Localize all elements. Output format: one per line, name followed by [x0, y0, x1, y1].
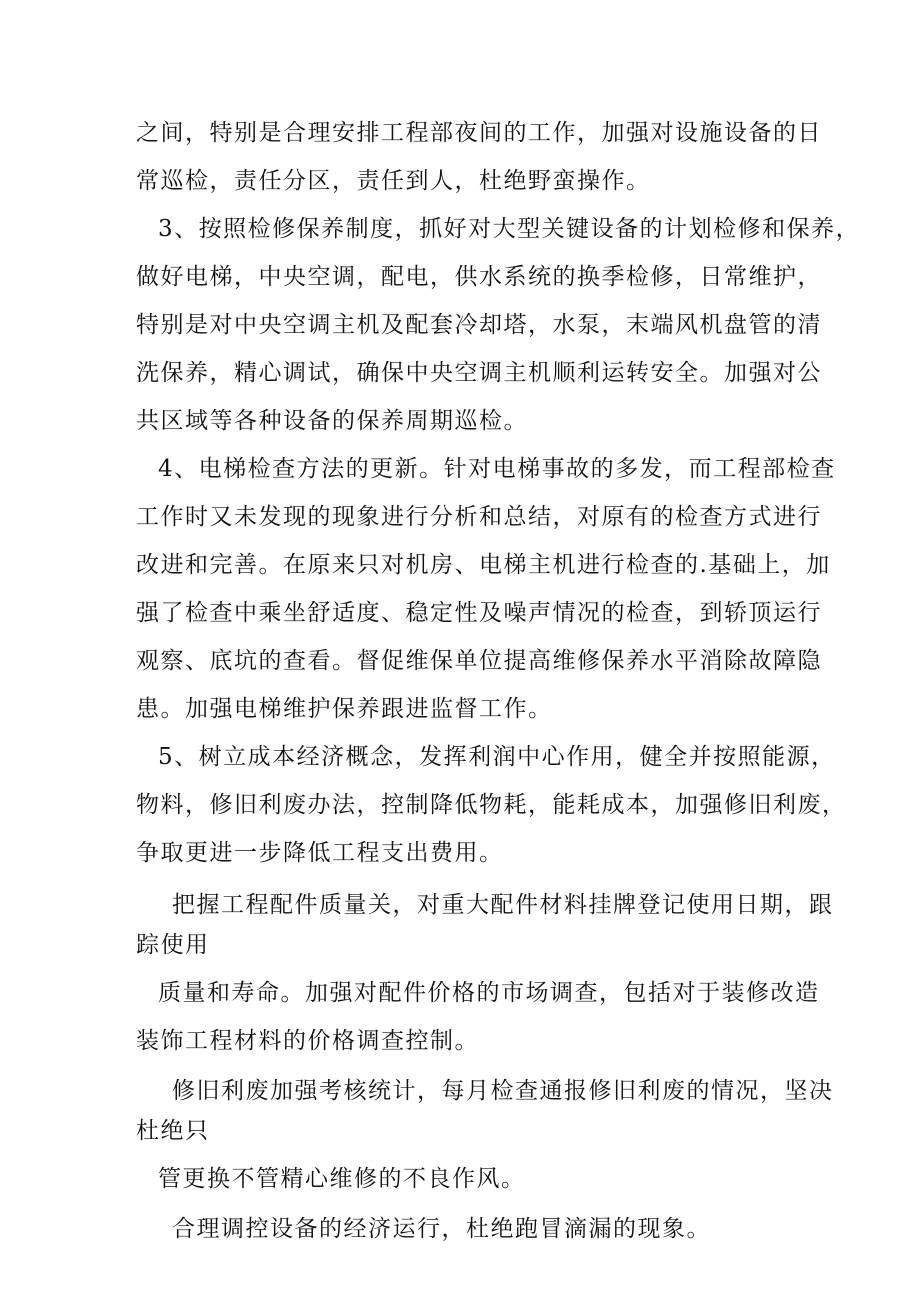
text-line-16: 争取更进一步降低工程支出费用。 — [136, 840, 504, 866]
text-line-13: 患。加强电梯维护保养跟进监督工作。 — [136, 696, 553, 722]
text-line-11: 强了检查中乘坐舒适度、稳定性及噪声情况的检查，到轿顶运行 — [136, 600, 822, 626]
text-line-17: 把握工程配件质量关，对重大配件材料挂牌登记使用日期，跟 — [172, 892, 834, 918]
text-line-9: 工作时又未发现的现象进行分析和总结，对原有的检查方式进行 — [136, 504, 822, 530]
text-line-12: 观察、底坑的查看。督促维保单位提高维修保养水平消除故障隐 — [136, 648, 822, 674]
text-line-23: 管更换不管精心维修的不良作风。 — [158, 1166, 526, 1192]
text-line-7: 共区域等各种设备的保养周期巡检。 — [136, 408, 528, 434]
text-line-20: 装饰工程材料的价格调查控制。 — [136, 1028, 479, 1054]
text-line-5: 特别是对中央空调主机及配套冷却塔，水泵，末端风机盘管的清 — [136, 312, 822, 338]
text-line-8: 4、电梯检查方法的更新。针对电梯事故的多发，而工程部检查 — [158, 456, 836, 482]
text-line-14: 5、树立成本经济概念，发挥利润中心作用，健全并按照能源， — [158, 744, 836, 770]
text-line-24: 合理调控设备的经济运行，杜绝跑冒滴漏的现象。 — [172, 1216, 711, 1242]
text-line-21: 修旧利废加强考核统计，每月检查通报修旧利废的情况，坚决 — [172, 1078, 834, 1104]
text-line-19: 质量和寿命。加强对配件价格的市场调查，包括对于装修改造 — [158, 980, 820, 1006]
text-line-6: 洗保养，精心调试，确保中央空调主机顺利运转安全。加强对公 — [136, 360, 822, 386]
text-line-15: 物料，修旧利废办法，控制降低物耗，能耗成本，加强修旧利废， — [136, 792, 847, 818]
text-line-2: 常巡检，责任分区，责任到人，杜绝野蛮操作。 — [136, 168, 651, 194]
text-line-10: 改进和完善。在原来只对机房、电梯主机进行检查的.基础上，加 — [136, 552, 831, 578]
text-line-18: 踪使用 — [136, 932, 210, 958]
text-line-4: 做好电梯，中央空调，配电，供水系统的换季检修，日常维护， — [136, 264, 822, 290]
text-line-22: 杜绝只 — [136, 1118, 210, 1144]
text-line-3: 3、按照检修保养制度，抓好对大型关键设备的计划检修和保养， — [158, 216, 861, 242]
text-line-1: 之间，特别是合理安排工程部夜间的工作，加强对设施设备的日 — [136, 120, 822, 146]
